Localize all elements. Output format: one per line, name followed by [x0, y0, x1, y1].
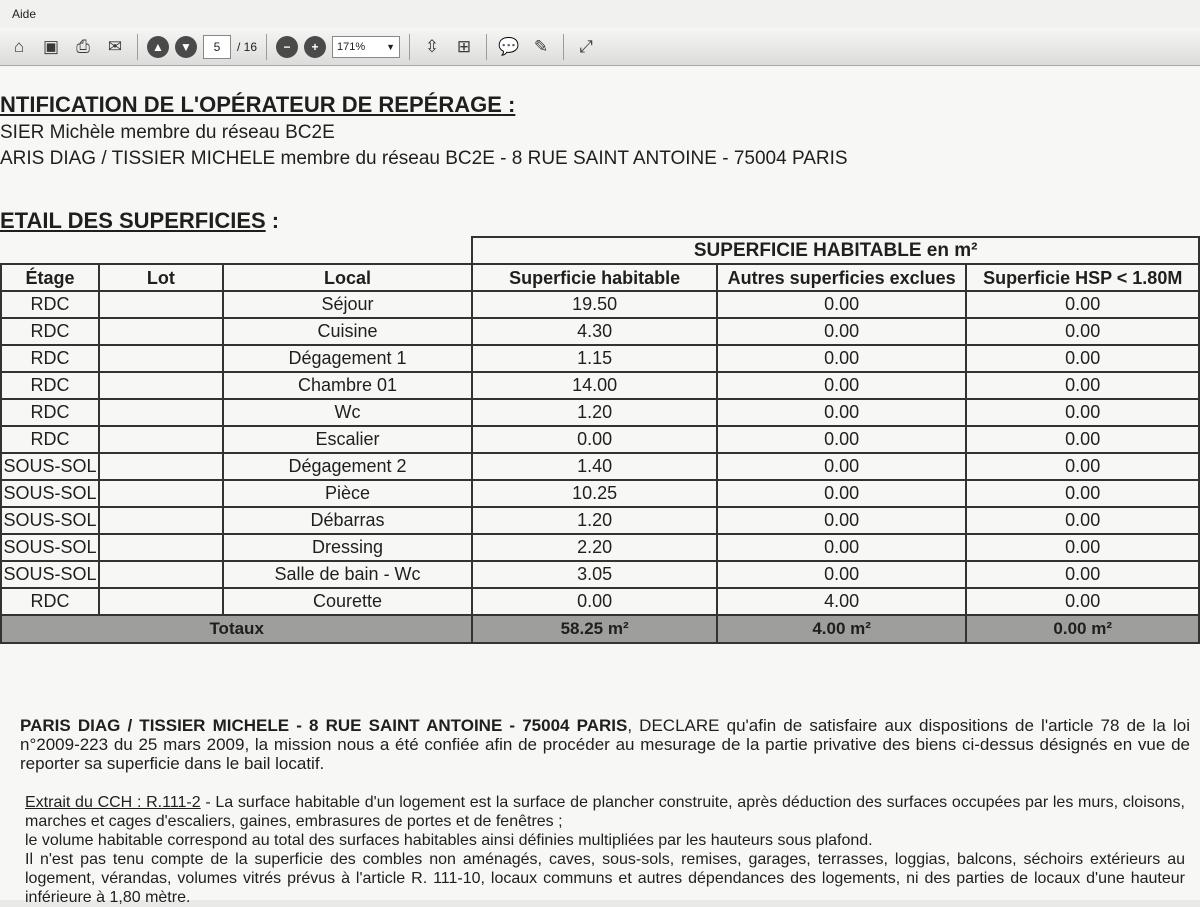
table-body: [1, 291, 1199, 615]
col-superficie-hsp: Superficie HSP < 1.80M: [966, 264, 1199, 291]
zoom-in-icon[interactable]: +: [304, 36, 326, 58]
cell-autres: 0.00: [717, 480, 967, 507]
table-row: [1, 588, 1199, 615]
page-down-icon[interactable]: ▼: [175, 36, 197, 58]
cell-etage: SOUS-SOL: [1, 507, 99, 534]
cell-hsp: 0.00: [966, 426, 1199, 453]
annotate-icon[interactable]: ✎: [533, 36, 549, 56]
cell-local: Dégagement 2: [223, 453, 473, 480]
table-row: [1, 480, 1199, 507]
cell-etage: RDC: [1, 318, 99, 345]
cell-lot: [99, 372, 223, 399]
cell-hab: 1.15: [472, 345, 717, 372]
cell-hab: 0.00: [472, 426, 717, 453]
table-row: [1, 372, 1199, 399]
totals-label: Totaux: [1, 615, 472, 643]
save-icon[interactable]: ▣: [42, 36, 60, 56]
total-hsp: 0.00 m²: [966, 615, 1199, 643]
cell-autres: 0.00: [717, 399, 967, 426]
table-row: [1, 291, 1199, 318]
cell-hsp: 0.00: [966, 453, 1199, 480]
cell-lot: [99, 588, 223, 615]
cell-lot: [99, 453, 223, 480]
cell-hab: 10.25: [472, 480, 717, 507]
cell-hsp: 0.00: [966, 345, 1199, 372]
cell-local: Wc: [223, 399, 473, 426]
cell-hab: 1.20: [472, 399, 717, 426]
cell-hab: 3.05: [472, 561, 717, 588]
page-total: / 16: [237, 39, 258, 54]
cell-hsp: 0.00: [966, 507, 1199, 534]
cell-lot: [99, 318, 223, 345]
cell-autres: 0.00: [717, 453, 967, 480]
cell-local: Séjour: [223, 291, 473, 318]
cell-autres: 0.00: [717, 291, 967, 318]
total-habitable: 58.25 m²: [472, 615, 717, 643]
cell-hsp: 0.00: [966, 480, 1199, 507]
cell-hab: 14.00: [472, 372, 717, 399]
table-row: [1, 345, 1199, 372]
cell-etage: SOUS-SOL: [1, 453, 99, 480]
toolbar: [0, 28, 1200, 66]
cell-hab: 0.00: [472, 588, 717, 615]
zoom-select[interactable]: [332, 36, 400, 58]
fit-page-icon[interactable]: ⇳: [424, 36, 440, 56]
cell-hsp: 0.00: [966, 399, 1199, 426]
cell-hab: 1.20: [472, 507, 717, 534]
cell-hsp: 0.00: [966, 291, 1199, 318]
cell-etage: SOUS-SOL: [1, 480, 99, 507]
toolbar-separator: [409, 34, 410, 60]
toolbar-separator: [266, 34, 267, 60]
cell-autres: 0.00: [717, 318, 967, 345]
chevron-down-icon: ▼: [386, 41, 396, 52]
fullscreen-icon[interactable]: ⤢: [579, 36, 593, 56]
operator-line-2: ARIS DIAG / TISSIER MICHELE membre du réseau BC2E - 8 RUE SAINT ANTOINE - 75004 PARIS: [0, 148, 848, 169]
cell-local: Chambre 01: [223, 372, 473, 399]
cell-lot: [99, 534, 223, 561]
cell-etage: SOUS-SOL: [1, 534, 99, 561]
cell-etage: RDC: [1, 588, 99, 615]
table-row: [1, 426, 1199, 453]
cell-local: Dégagement 1: [223, 345, 473, 372]
table-row: [1, 534, 1199, 561]
cell-local: Débarras: [223, 507, 473, 534]
cell-etage: RDC: [1, 399, 99, 426]
menu-bar: [0, 0, 1200, 29]
cell-hsp: 0.00: [966, 561, 1199, 588]
menu-aide[interactable]: Aide: [12, 7, 37, 21]
document-page: [0, 66, 1200, 906]
toolbar-separator: [137, 34, 138, 60]
extract-line-2: le volume habitable correspond au total des surfaces habitables ainsi définies multipliées par les hauteurs sous plafond.: [25, 832, 873, 849]
table-row: [1, 399, 1199, 426]
total-autres: 4.00 m²: [717, 615, 967, 643]
table-corner: [1, 237, 472, 264]
cell-lot: [99, 426, 223, 453]
operator-line-1: SIER Michèle membre du réseau BC2E: [0, 122, 335, 143]
cell-autres: 0.00: [717, 372, 967, 399]
cell-hsp: 0.00: [966, 372, 1199, 399]
cell-local: Pièce: [223, 480, 473, 507]
col-superficie-habitable: Superficie habitable: [472, 264, 717, 291]
cell-autres: 4.00: [717, 588, 967, 615]
table-row: [1, 507, 1199, 534]
cell-etage: RDC: [1, 291, 99, 318]
cell-local: Escalier: [223, 426, 473, 453]
cell-autres: 0.00: [717, 534, 967, 561]
extract-label: Extrait du CCH : R.111-2: [25, 794, 201, 811]
cell-autres: 0.00: [717, 426, 967, 453]
print-icon[interactable]: ⎙: [76, 36, 90, 56]
toolbar-separator: [563, 34, 564, 60]
email-icon[interactable]: ✉: [107, 36, 123, 56]
group-header: SUPERFICIE HABITABLE en m²: [472, 237, 1199, 264]
col-autres-superficies: Autres superficies exclues: [717, 264, 967, 291]
col-etage: Étage: [1, 264, 99, 291]
col-local: Local: [223, 264, 473, 291]
cell-lot: [99, 291, 223, 318]
cell-lot: [99, 507, 223, 534]
home-icon[interactable]: ⌂: [13, 36, 25, 56]
comment-icon[interactable]: 💬: [498, 36, 520, 56]
cell-hab: 1.40: [472, 453, 717, 480]
cell-lot: [99, 480, 223, 507]
cell-lot: [99, 399, 223, 426]
cell-hab: 19.50: [472, 291, 717, 318]
cell-local: Dressing: [223, 534, 473, 561]
cell-local: Courette: [223, 588, 473, 615]
cell-local: Cuisine: [223, 318, 473, 345]
zoom-out-icon[interactable]: −: [276, 36, 298, 58]
cell-hab: 4.30: [472, 318, 717, 345]
cell-local: Salle de bain - Wc: [223, 561, 473, 588]
superficies-table: [0, 236, 1200, 644]
cell-etage: RDC: [1, 345, 99, 372]
declaration-paragraph: PARIS DIAG / TISSIER MICHELE - 8 RUE SAINT ANTOINE - 75004 PARIS, DECLARE qu'afin de satisfaire aux dispositions de l'article 78 de la loi n°2009-223 du 25 mars 2009, la mission nous a été confiée afin de procéder au mesurage de la partie privative des biens ci-dessus désignés en vue de reporter sa superficie dans le bail locatif.: [20, 716, 1190, 773]
table-row: [1, 453, 1199, 480]
extract-paragraph: Extrait du CCH : R.111-2 - La surface habitable d'un logement est la surface de plancher construite, après déduction des surfaces occupées par les murs, cloisons, marches et cages d'escaliers, gaines, embrasures de portes et de fenêtres ; le volume habitable correspond au total des surfaces habitables ainsi définies multipliées par les hauteurs sous plafond. Il n'est pas tenu compte de la superficie des combles non aménagés, caves, sous-sols, remises, garages, terrasses, loggias, balcons, séchoirs extérieurs au logement, vérandas, volumes vitrés prévus à l'article R. 111-10, locaux communs et autres dépendances des logements, ni des parties de locaux d'une hauteur inférieure à 1,80 mètre.: [25, 794, 1185, 906]
totals-row: [1, 615, 1199, 643]
cell-etage: RDC: [1, 426, 99, 453]
fit-width-icon[interactable]: ⊞: [456, 36, 472, 56]
toolbar-separator: [486, 34, 487, 60]
cell-hab: 2.20: [472, 534, 717, 561]
page-number-input[interactable]: 5: [203, 35, 231, 59]
cell-hsp: 0.00: [966, 318, 1199, 345]
cell-lot: [99, 345, 223, 372]
extract-line-3: Il n'est pas tenu compte de la superficie des combles non aménagés, caves, sous-sols, remises, garages, terrasses, loggias, balcons, séchoirs extérieurs au logement, vérandas, volumes vitrés prévus à l'article R. 111-10, locaux communs et autres dépendances des logements, ni des parties de locaux d'une hauteur inférieure à 1,80 mètre.: [25, 851, 1185, 906]
table-row: [1, 318, 1199, 345]
cell-autres: 0.00: [717, 561, 967, 588]
cell-hsp: 0.00: [966, 534, 1199, 561]
zoom-value: 171%: [337, 40, 366, 53]
cell-hsp: 0.00: [966, 588, 1199, 615]
page-up-icon[interactable]: ▲: [147, 36, 169, 58]
heading-identification: NTIFICATION DE L'OPÉRATEUR DE REPÉRAGE :: [0, 92, 516, 117]
table-row: [1, 561, 1199, 588]
heading-detail: ETAIL DES SUPERFICIES :: [0, 208, 280, 233]
cell-etage: SOUS-SOL: [1, 561, 99, 588]
cell-autres: 0.00: [717, 345, 967, 372]
cell-autres: 0.00: [717, 507, 967, 534]
cell-lot: [99, 561, 223, 588]
cell-etage: RDC: [1, 372, 99, 399]
col-lot: Lot: [99, 264, 223, 291]
